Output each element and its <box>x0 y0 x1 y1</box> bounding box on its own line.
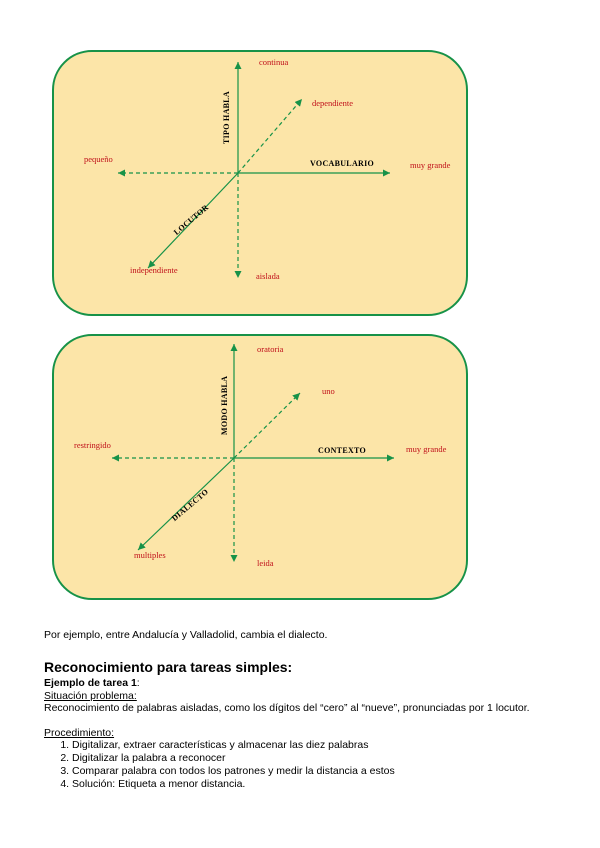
label-down: aislada <box>256 271 280 281</box>
situation-label: Situación problema: <box>44 690 137 702</box>
label-left: pequeño <box>84 154 113 164</box>
example-sentence: Por ejemplo, entre Andalucía y Valladolid, cambia el dialecto. <box>44 629 328 641</box>
example-heading <box>44 677 140 689</box>
label-right: muy grande <box>406 444 447 454</box>
procedure-step: 4. Solución: Etiqueta a menor distancia. <box>72 778 395 791</box>
axis-label-vertical: TIPO HABLA <box>222 90 231 144</box>
label-diagonal-up: uno <box>322 386 335 396</box>
example-colon: : <box>136 677 140 689</box>
procedure-steps <box>44 739 395 791</box>
label-left: restringido <box>74 440 111 450</box>
axis-label-horizontal: CONTEXTO <box>318 446 367 455</box>
section-title: Reconocimiento para tareas simples: <box>44 659 293 675</box>
procedure-step: 3. Comparar palabra con todos los patrones y medir la distancia a estos <box>72 765 395 778</box>
axis-label-horizontal: VOCABULARIO <box>310 159 375 168</box>
arrow-diagonal-up-dashed <box>234 393 300 458</box>
label-down: leida <box>257 558 274 568</box>
label-diagonal-down: independiente <box>130 265 178 275</box>
label-diagonal-down: multiples <box>134 550 166 560</box>
arrow-diagonal-up-dashed <box>238 99 302 173</box>
diagram-speech-dimensions-2 <box>52 334 468 600</box>
label-right: muy grande <box>410 160 451 170</box>
procedure-label: Procedimiento: <box>44 727 115 739</box>
axis-label-diagonal: LOCUTOR <box>172 202 211 237</box>
situation-text: Reconocimiento de palabras aisladas, como los dígitos del “cero” al “nueve”, pronunciadas por 1 locutor. <box>44 702 530 714</box>
procedure-step: 1. Digitalizar, extraer características y almacenar las diez palabras <box>72 739 395 752</box>
label-up: oratoria <box>257 344 284 354</box>
axis-label-vertical: MODO HABLA <box>220 375 229 435</box>
example-label: Ejemplo de tarea 1 <box>44 677 137 689</box>
label-diagonal-up: dependiente <box>312 98 354 108</box>
diagram-speech-dimensions-1 <box>52 50 468 316</box>
label-up: continua <box>259 57 289 67</box>
axis-label-diagonal: DIALECTO <box>170 487 211 523</box>
procedure-step: 2. Digitalizar la palabra a reconocer <box>72 752 395 765</box>
